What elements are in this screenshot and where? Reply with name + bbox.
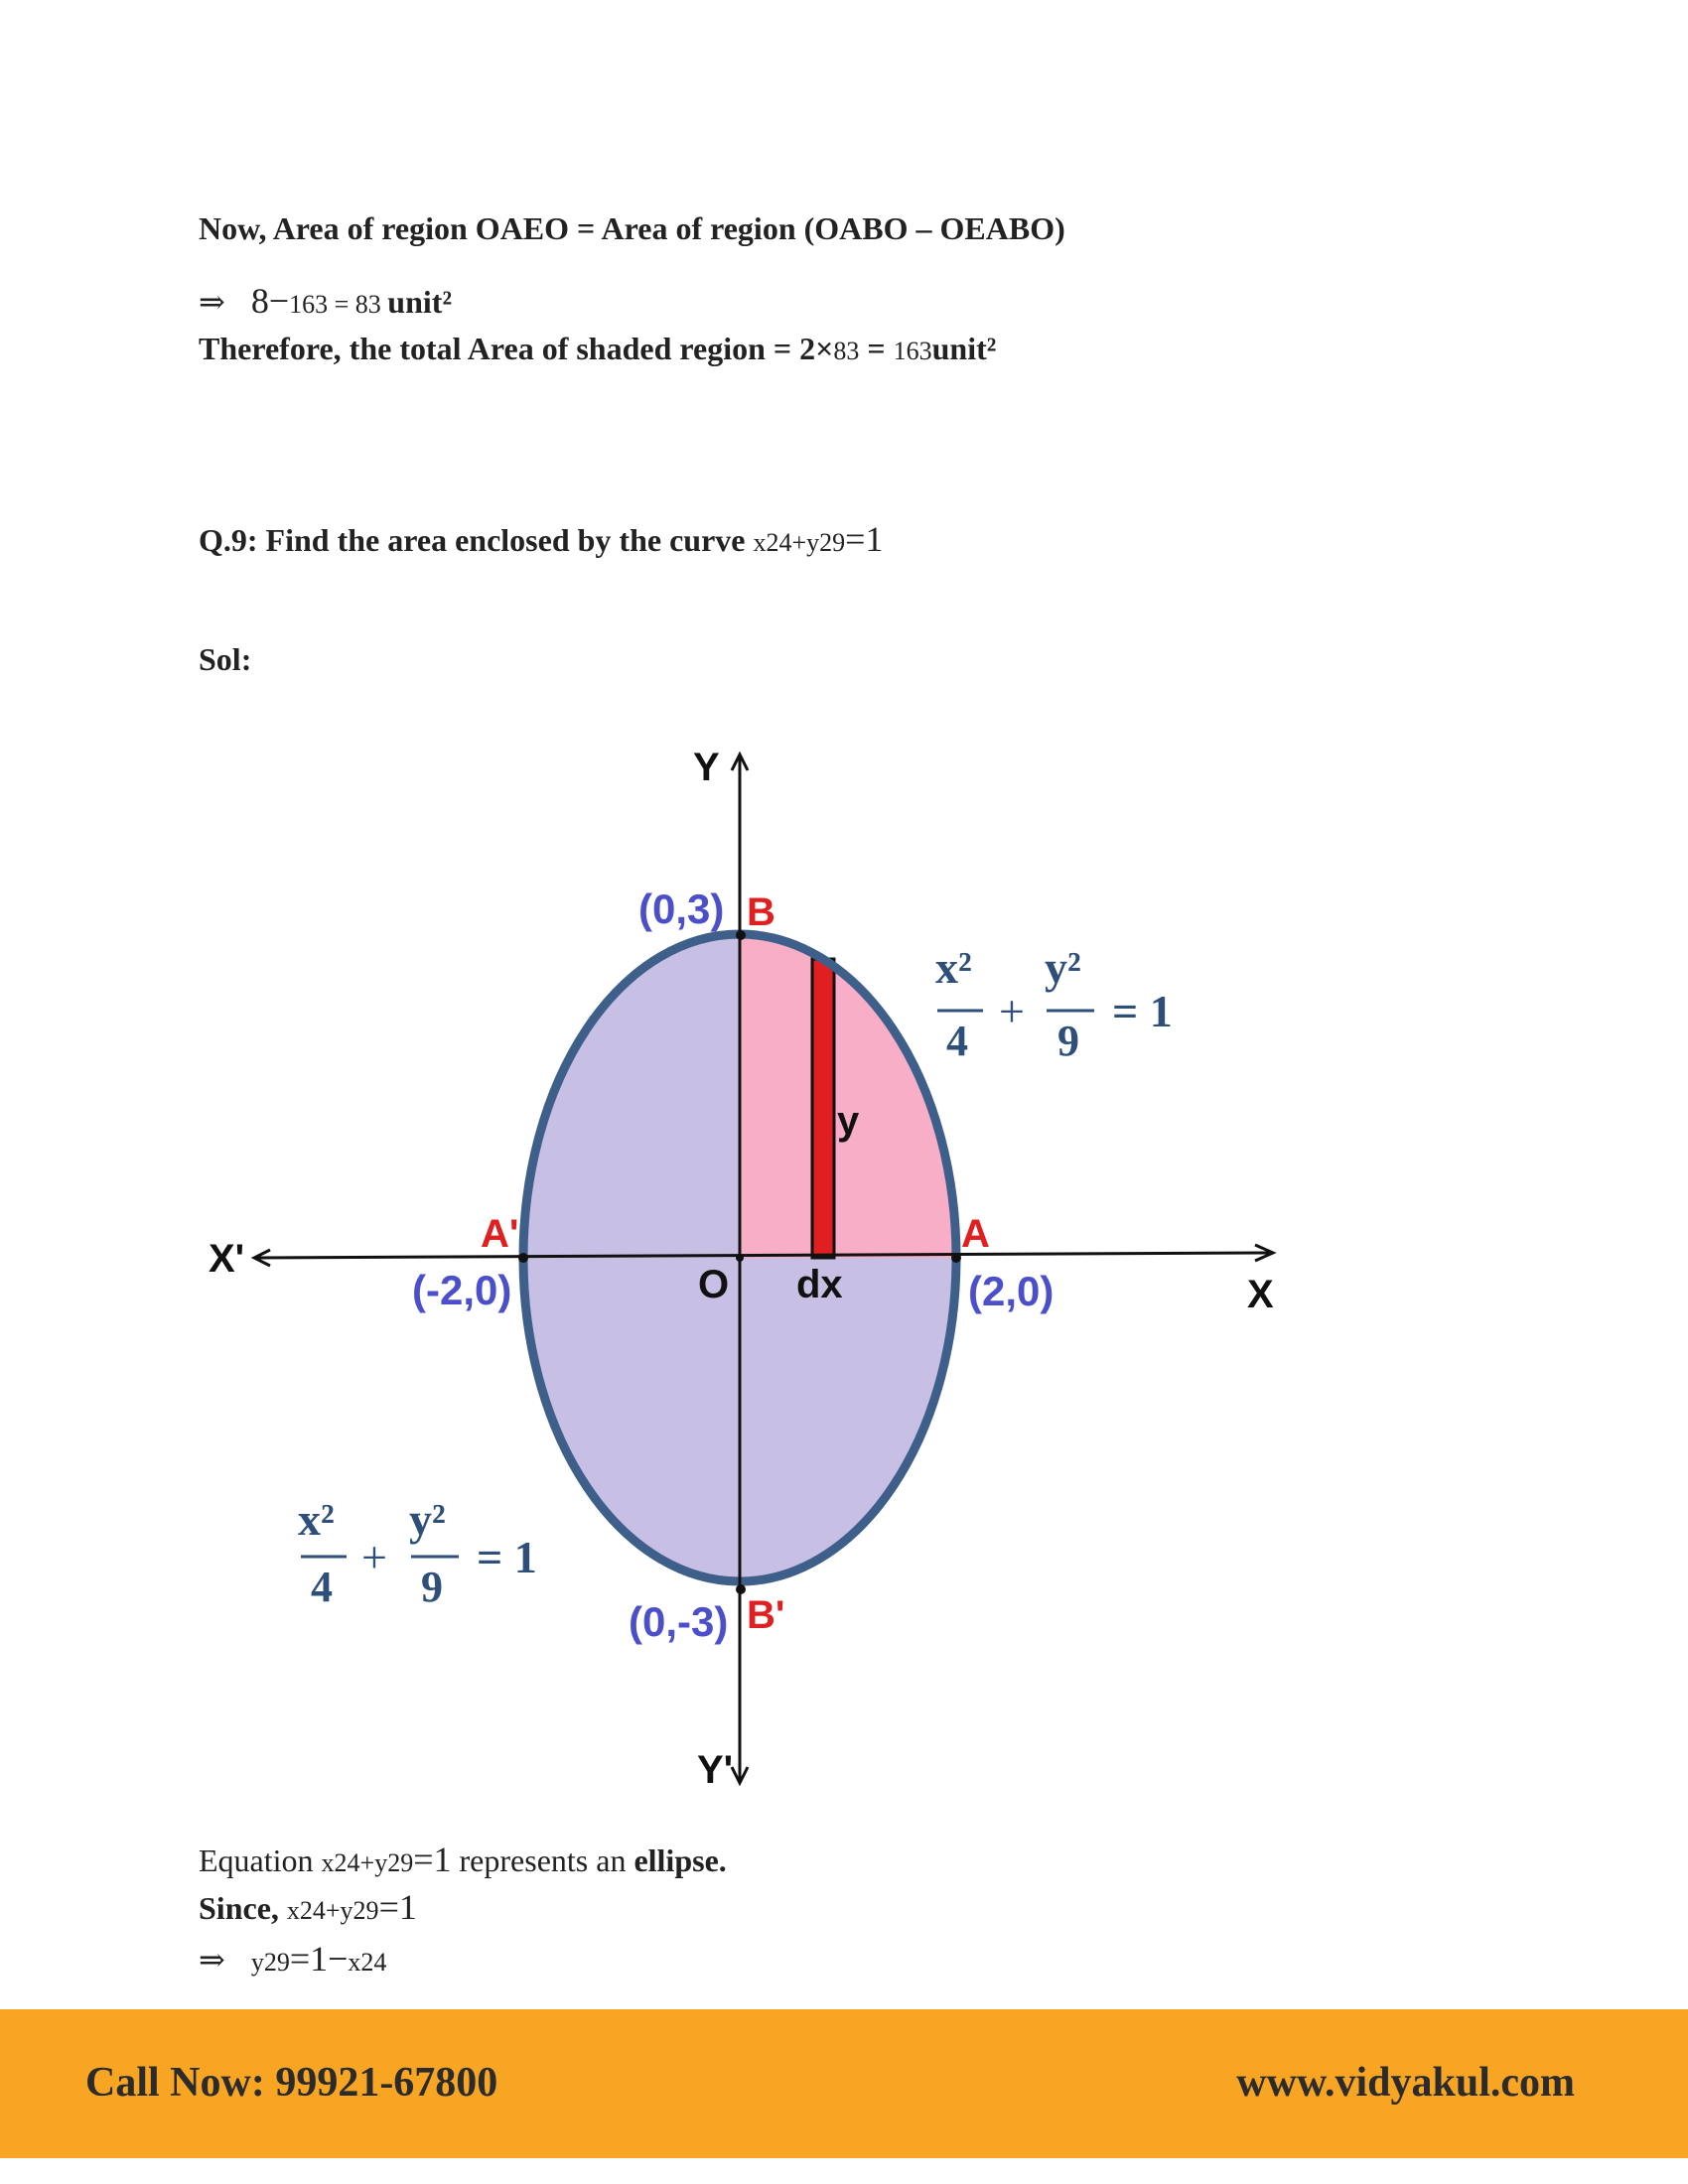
- result-expr: 8−: [250, 281, 290, 321]
- origin-dot: [736, 1254, 744, 1262]
- y-prime-axis-label: Y': [697, 1748, 734, 1792]
- area-region-line: Now, Area of region OAEO = Area of region (OABO – OEABO): [199, 210, 1065, 246]
- implies-symbol: ⇒: [199, 284, 225, 320]
- point-b-label: B: [747, 890, 775, 934]
- result-unit: unit²: [387, 284, 453, 320]
- implication-rhs: x24: [348, 1948, 387, 1977]
- total-area-line: [199, 331, 996, 367]
- x-axis-label: X: [1247, 1273, 1274, 1316]
- website-link[interactable]: www.vidyakul.com: [1236, 2060, 1575, 2106]
- eq-bottom-equals: = 1: [477, 1532, 537, 1582]
- question-9-expr-eq: =1: [845, 519, 884, 559]
- footer-banner: [0, 2009, 1688, 2158]
- point-b-dot: [736, 930, 746, 940]
- question-9-label: Q.9: Find the area enclosed by the curve: [199, 522, 754, 558]
- since-line: [199, 1886, 417, 1928]
- point-b-prime-label: B': [747, 1593, 785, 1637]
- y-axis-label: Y: [693, 746, 720, 789]
- point-b-prime-dot: [736, 1584, 746, 1594]
- solution-label: Sol:: [199, 641, 252, 677]
- x-prime-axis-label: X': [209, 1237, 245, 1281]
- eq-statement-expr: x24+y29: [321, 1848, 414, 1877]
- result-frac-b: = 83: [328, 290, 388, 319]
- eq-statement-ellipse: ellipse.: [633, 1843, 727, 1878]
- total-area-eq: =: [859, 331, 894, 366]
- question-9-expr: x24+y29: [753, 528, 846, 557]
- eq-bottom-num-x: x²: [298, 1494, 335, 1545]
- total-area-frac: 83: [833, 337, 860, 365]
- point-b-coord: (0,3): [638, 886, 725, 932]
- eq-top-plus: +: [999, 986, 1025, 1036]
- total-area-value: 163: [893, 337, 932, 365]
- implies-symbol-2: ⇒: [199, 1942, 225, 1978]
- implication-line: [199, 1938, 386, 1979]
- eq-bottom-plus: +: [361, 1532, 387, 1582]
- since-label: Since,: [199, 1890, 287, 1926]
- eq-top-den-x: 4: [946, 1017, 968, 1065]
- strip-height-label: y: [837, 1099, 860, 1143]
- ellipse-equation-bottom: [298, 1494, 537, 1611]
- origin-label: O: [698, 1263, 730, 1306]
- eq-bottom-num-y: y²: [409, 1494, 446, 1545]
- point-a-coord: (2,0): [968, 1268, 1055, 1314]
- ellipse-figure: [0, 715, 1688, 1807]
- point-a-dot: [951, 1253, 961, 1263]
- implication-eq: =1−: [289, 1939, 349, 1979]
- total-area-unit: unit²: [931, 331, 997, 366]
- point-a-prime-label: A': [481, 1212, 519, 1256]
- eq-statement-b: represents an: [451, 1843, 634, 1878]
- result-frac-a: 163: [289, 290, 329, 319]
- ellipse-equation-top: [935, 942, 1173, 1065]
- question-9: [199, 518, 883, 560]
- since-expr-eq: =1: [378, 1887, 417, 1927]
- implication-lhs: y29: [250, 1948, 290, 1977]
- since-expr: x24+y29: [286, 1896, 379, 1925]
- area-strip: [812, 959, 834, 1258]
- eq-statement-a: Equation: [199, 1843, 322, 1878]
- total-area-text: Therefore, the total Area of shaded region = 2×: [199, 331, 834, 366]
- eq-bottom-den-x: 4: [311, 1563, 333, 1611]
- eq-top-den-y: 9: [1057, 1017, 1079, 1065]
- result-line: [199, 280, 452, 322]
- eq-top-num-y: y²: [1045, 942, 1081, 993]
- eq-bottom-den-y: 9: [421, 1563, 443, 1611]
- point-b-prime-coord: (0,-3): [629, 1598, 729, 1645]
- eq-top-num-x: x²: [935, 942, 972, 993]
- eq-top-equals: = 1: [1112, 986, 1173, 1036]
- equation-statement: [199, 1839, 727, 1880]
- point-a-prime-coord: (-2,0): [412, 1267, 512, 1313]
- eq-statement-expr-eq: =1: [413, 1840, 452, 1879]
- point-a-prime-dot: [518, 1253, 528, 1263]
- point-a-label: A: [961, 1212, 990, 1256]
- call-now-text[interactable]: Call Now: 99921-67800: [85, 2060, 498, 2106]
- dx-label: dx: [796, 1263, 843, 1306]
